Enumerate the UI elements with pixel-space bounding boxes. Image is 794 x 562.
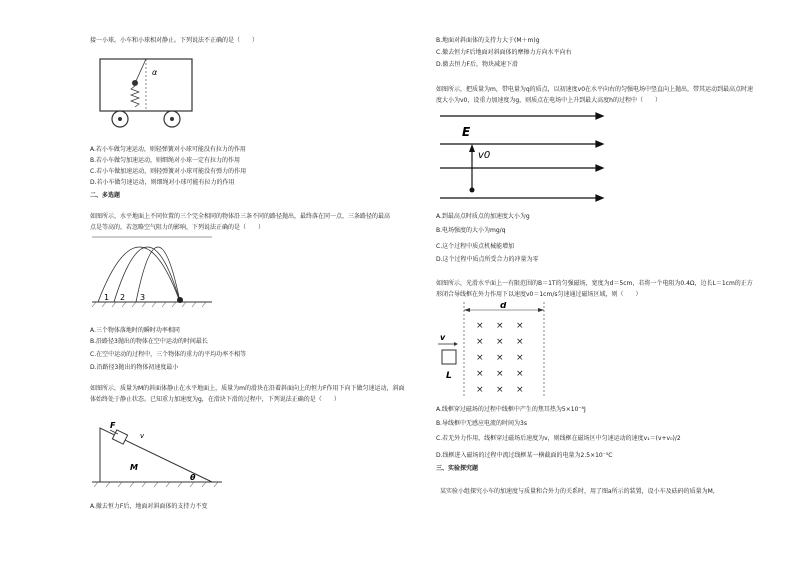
q4-option-d: D.这个过程中质点所受合力的冲量为零 [436,256,539,263]
field-cross: × [516,337,524,347]
field-cross: × [496,385,504,395]
q4-option-a: A.到最高点时质点的加速度大小为g [436,213,530,220]
figure-incline [92,418,222,492]
q5-option-b: B.导线框中无感应电流的时间为3s [436,420,527,427]
q2-option-a: A.三个物体落地时的瞬时功率相同 [90,327,180,334]
figure-magnetic-field [436,302,556,398]
section-heading-experiment: 三、实验探究题 [436,465,479,472]
q5-stem: 如图所示，光滑水平面上一有限范围的B＝1T的匀强磁场，宽度为d＝5cm，若将一个电阻为0.4Ω，边长L＝1cm的正方形闭合导线框在外力作用下以速度v0＝1cm/s匀速通过磁场区域，则（ ） [436,280,753,298]
q3-stem: 如图所示，质量为M的斜面体静止在水平地面上，质量为m的滑块在沿着斜面向上的恒力F作用下向下做匀速运动，斜面体始终处于静止状态。已知重力加速度为g，在滑块下滑的过程中，下列说法正确的是（ ） [90,385,405,403]
path-label-2: 2 [120,293,126,302]
field-cross: × [476,385,484,395]
field-cross: × [476,369,484,379]
figure-projectile-paths [92,232,212,308]
figure-cart-pendulum [92,55,202,131]
q2-stem: 如图所示，水平地面上不同位置的三个完全相同的物体沿三条不同的路径抛出，最终落在同一点，三条路径的最高点是等高的，若忽略空气阻力的影响，下列说法正确的是（ ） [90,213,391,231]
q2-option-b: B.沿路径3抛出的物体在空中运动的时间最长 [90,338,208,345]
section-heading-multiple-choice: 二、多选题 [90,192,121,199]
field-cross: × [476,337,484,347]
question-tail: 接一小球。小车和小球相对静止。下列说法不正确的是（ ） [90,37,259,44]
field-cross: × [516,321,524,331]
velocity-label: v [140,432,145,440]
q1-option-a: A.若小车做匀速运动，则轻弹簧对小球可能没有拉力的作用 [90,146,246,153]
side-length-label: L [446,371,452,381]
q1-option-c: C.若小车做加速运动，则轻弹簧对小球可能没有弹力的作用 [90,168,247,175]
field-cross: × [496,353,504,363]
mass-label: M [130,463,138,472]
figure-electric-field [436,108,606,206]
q3-option-c: C.撤去恒力F后地面对斜面体的摩擦力方向水平向右 [436,49,572,56]
q4-option-c: C.这个过程中质点机械能增加 [436,243,515,250]
theta-label: θ [190,473,196,482]
angle-label: α [152,68,158,77]
q3-option-b: B.地面对斜面体的支持力大于(M＋m)g [436,37,540,44]
q3-option-d: D.撤去恒力F后，物块减速下滑 [436,61,518,68]
q1-option-d: D.若小车做匀速运动，则细绳对小球可能有拉力的作用 [90,179,235,186]
q5-option-a: A.线框穿过磁场的过程中线框中产生的焦耳热为5×10⁻⁸J [436,406,586,413]
field-cross: × [496,369,504,379]
field-cross: × [516,385,524,395]
field-label: E [462,125,471,139]
force-label: F [110,421,116,430]
field-cross: × [476,321,484,331]
path-label-1: 1 [104,293,110,302]
path-label-3: 3 [140,293,146,302]
q4-stem: 如图所示，把质量为m，带电量为q的质点，以初速度v0在水平向右的匀强电场中竖直向上抛出，带其运动到最高点时速度大小为v0，设重力加速度为g，则质点在电场中上升到最大高度h的过程中（ ） [436,86,754,104]
field-cross: × [516,353,524,363]
width-label: d [500,302,507,311]
field-cross: × [496,321,504,331]
q3-option-a: A.撤去恒力F后，地面对斜面体的支持力不变 [90,503,208,510]
q5-option-d: D.线框进入磁场的过程中流过线框某一横截面的电量为2.5×10⁻⁵C [436,452,613,459]
field-cross: × [496,337,504,347]
q1-option-b: B.若小车做匀加速运动，则细绳对小球一定有拉力的作用 [90,157,241,164]
q5-option-c: C.若无外力作用，线框穿过磁场后速度为v，则线框在磁场区中匀速运动的速度v₁＝(v+v₀)/2 [436,435,681,442]
frame-velocity-label: v [440,333,446,342]
q2-option-c: C.在空中运动的过程中，三个物体的重力的平均功率不相等 [90,351,247,358]
field-cross: × [516,369,524,379]
q4-option-b: B.电场强度的大小为mg/q [436,227,506,234]
q6-stem: 某实验小组探究小车的加速度与质量和合外力的关系时，用了图a所示的装置，设小车及砝码的质量为M, [440,488,715,495]
initial-velocity-label: v0 [478,150,491,161]
q2-option-d: D.沿路径3抛出的物体初速度最小 [90,364,179,371]
field-cross: × [476,353,484,363]
